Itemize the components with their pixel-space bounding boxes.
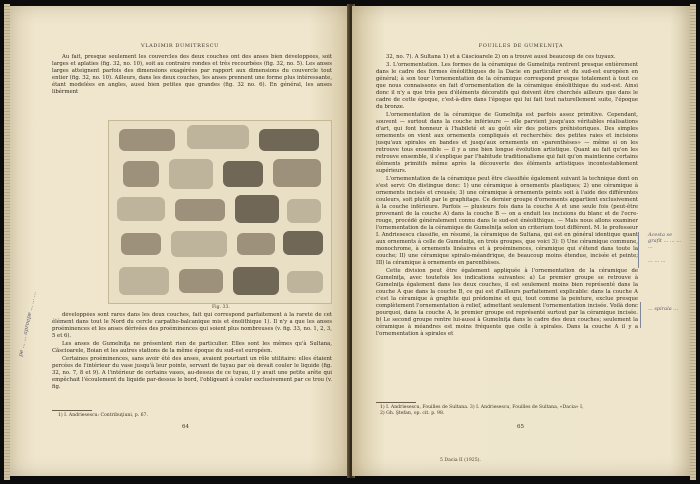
left-text-bottom [52, 312, 332, 408]
pottery-figure [108, 120, 332, 304]
sherd-image [187, 125, 249, 149]
signature-line: 5 Dacia II (1925). [440, 458, 481, 463]
sherd-image [283, 231, 323, 255]
handwritten-margin-note: ... spirala ... [648, 306, 679, 312]
footnote-rule [52, 410, 92, 411]
right-footnote: 2) Gh. Ştefan, op. cit. p. 98. [380, 411, 445, 416]
sherd-image [169, 159, 213, 189]
sherd-image [123, 161, 159, 187]
handwritten-margin-note: Acesta se grafit ... ... ... ... [648, 232, 681, 250]
paragraph: 32, no. 7). A Sultana 1) et à Căscioarele 2) on a trouvé aussi beaucoup de ces tuyaux. [386, 54, 616, 60]
left-page-number: 64 [182, 424, 189, 430]
paragraph: Au fait, presque seulement les couvercles des deux couches ont des anses bien développées, soit larges et aplaties (fig. 32, no. 10), soit au contraire rondes et très recourbées (fig. 32, no. 5). Les anses larges atteignent parfois des dimensions exagérées par rapport aux dimensions du couvercle tout entier (fig. 32, no. 10). Ailleurs, dans les deux couches, les anses prennent une forme plus intéressante, étant modelées en angles, aussi bien petites que grandes (fig. 32 no. 6). En général, les anses libérment [52, 54, 332, 95]
sherd-image [223, 161, 263, 187]
paragraph: Les anses de Gumelniţa ne présentent rien de particulier. Elles sont les mêmes qu'à Sultana, Căscioarele, Boian et les autres stations de la même époque du sud-est européen. [52, 341, 332, 354]
left-footnote: 1) I. Andriesescu: Contribuţiuni, p. 67. [58, 413, 148, 418]
handwritten-margin-note: pe ... ... aproape ... ... ... [18, 291, 38, 358]
sherd-image [175, 199, 225, 221]
margin-mark [638, 232, 639, 268]
figure-caption: Fig. 33. [212, 305, 230, 310]
right-text [376, 54, 638, 404]
left-text-top [52, 54, 332, 114]
left-running-head: VLADIMIR DUMITRESCU [141, 43, 219, 49]
sherd-image [235, 195, 279, 223]
sherd-image [121, 233, 161, 255]
sherd-image [171, 231, 227, 257]
right-running-head: FOUILLES DE GUMELNIŢA [478, 43, 564, 49]
sherd-image [237, 233, 275, 255]
margin-mark [640, 302, 641, 328]
paragraph: développées sont rares dans les deux couches, fait qui correspond parfaitement à la rareté de cet élément dans tout le Nord du cercle carpatho-balcanique mis et énolithique 1). Il n'y a que les anses proéminences et les anses dérivées des proéminences qui soient plus nombreuses (v. fig. 33, no. 1, 2, 3, 5 et 6). [52, 312, 332, 339]
right-page [352, 6, 690, 476]
sherd-image [119, 129, 175, 151]
sherd-image [287, 199, 321, 223]
sherd-image [179, 269, 223, 293]
sherd-image [233, 267, 279, 295]
right-footnote: 1) I. Andriesescu, Fouilles de Sultana. 3) I. Andriesescu, Fouilles de Sultana, «Dacia» I, [380, 405, 584, 410]
right-page-number: 65 [517, 424, 524, 430]
sherd-image [287, 271, 323, 293]
sherd-image [259, 129, 319, 151]
right-page-edge [690, 4, 696, 480]
footnote-rule [376, 402, 416, 403]
paragraph: 3. L'ornementation. Les formes de la céramique de Gumelniţa rentrent presque entièrement dans le cadre des formes énéolithiques de la Dacie en particulier et du sud-est européen en général; à son tour l'ornementation de la céramique correspond presque totalement à tout ce que nous connaissons en fait d'ornementation de la céramique énéolithique du sud-est. Ainsi donc il n'y a que très peu d'éléments décoratifs qui doivent être cherchés ailleurs que dans le cadre de cette époque, c'est-à-dire dans l'époque qui lui fait tout naturellement suite, l'époque du bronze. [376, 62, 638, 110]
left-page [10, 6, 350, 476]
handwritten-margin-note: ... ... ... [648, 258, 666, 264]
paragraph: L'ornementation de la céramique peut être classifiée également suivant la technique dont on s'est servi: On distingue donc: 1) une céramique à ornements plastiques; 2) une céramique à ornements incisés et creusés; 3) une céramique à ornements peints soit à l'aide des différentes couleurs, soit plutôt par le graphitage. Ce dernier groupe d'ornements appartient exclusivement à la couche inférieure. Parfois — plusieurs fois dans la couche A et une seule fois (peut-être provenant de la couche A) dans la couche B — on a enduit les incisions du blanc et de l'ocre-rouge, procédé généralement connu dans le sud-est énéolithique. — Mais nous allons examiner l'ornementation de la céramique de Gumelniţa selon un criterium tout différent. M. le professeur I. Andriesescu classifie, en résumé, la céramique de Sultana, qui est en général identique quant aux ornements à celle de Gumelniţa, en trois groupes, que voici 3): I) Une céramique commune, monochrome, à ornements linéaires et à proéminences, céramique qui s'étend dans toute la couche; II) une céramique spiralo-méandrique, de beaucoup moins étendue, incisée et peinte; III) la céramique à ornements en parenthèses. [376, 176, 638, 266]
paragraph: Certaines proéminences, sans avoir été des anses, avaient pourtant un rôle utilitaire: elles étaient percées de l'intérieur du vase jusqu'à leur pointe, servant de tuyau par où devait couler le liquide (fig. 32, no. 7, 8 et 9). A l'intérieur de certains vases, au-dessus de ce tuyau, il y avait une petite arête qui empêchait l'écoulement du liquide par-dessus le bord, l'obligeant à couler exclusivement par ce trou (v. fig. [52, 356, 332, 390]
paragraph: L'ornementation de la céramique de Gumelniţa est parfois assez primitive. Cependant, souvent — surtout dans la couche inférieure — elle parvient jusqu'aux véritables réalisations d'art, qui font honneur à l'habileté et au goût sûr des potiers préhistoriques. Des simples ornements on vient aux ornements compliqués et recherchés: des petites raies et incisions jusqu'aux spirales en bandes et jusqu'aux ornements en «parenthèses» — même si on les retrouve tous ensemble — il y a une bien longue évolution artistique. Quant au fait qu'on les retrouve ensemble, il s'explique par l'habitude traditionalisme qui fait qu'on maintienne certains éléments primitifs même après la découverte des éléments artistiques incontestablement supérieurs. [376, 112, 638, 174]
sherd-image [119, 267, 169, 295]
sherd-image [117, 197, 165, 221]
paragraph: Cette division peut être également appliquée à l'ornementation de la céramique de Gumelniţa, avec toutefois les indications suivantes: a) Le premier groupe se retrouve à Gumelniţa également dans les deux couches, il est seulement moins bien représenté dans la couche A que dans la couche B, ce qui est d'ailleurs parfaitement explicable: dans la couche A c'est la céramique à graphite qui prédomine et qui, tout comme la peinture, exclue presque complètement l'ornementation à relief, admettant seulement l'ornementation incisée. Voilà donc pourquoi, dans la couche A, le premier groupe est représenté surtout par la céramique incisée. b) Le second groupe rentre lui-aussi à Gumelniţa dans le cadre des deux couches; seulement la céramique à méandres est moins fréquente que celle à spirales. Dans la couche A il y a l'ornementation à spirales et [376, 268, 638, 337]
sherd-image [273, 159, 321, 187]
